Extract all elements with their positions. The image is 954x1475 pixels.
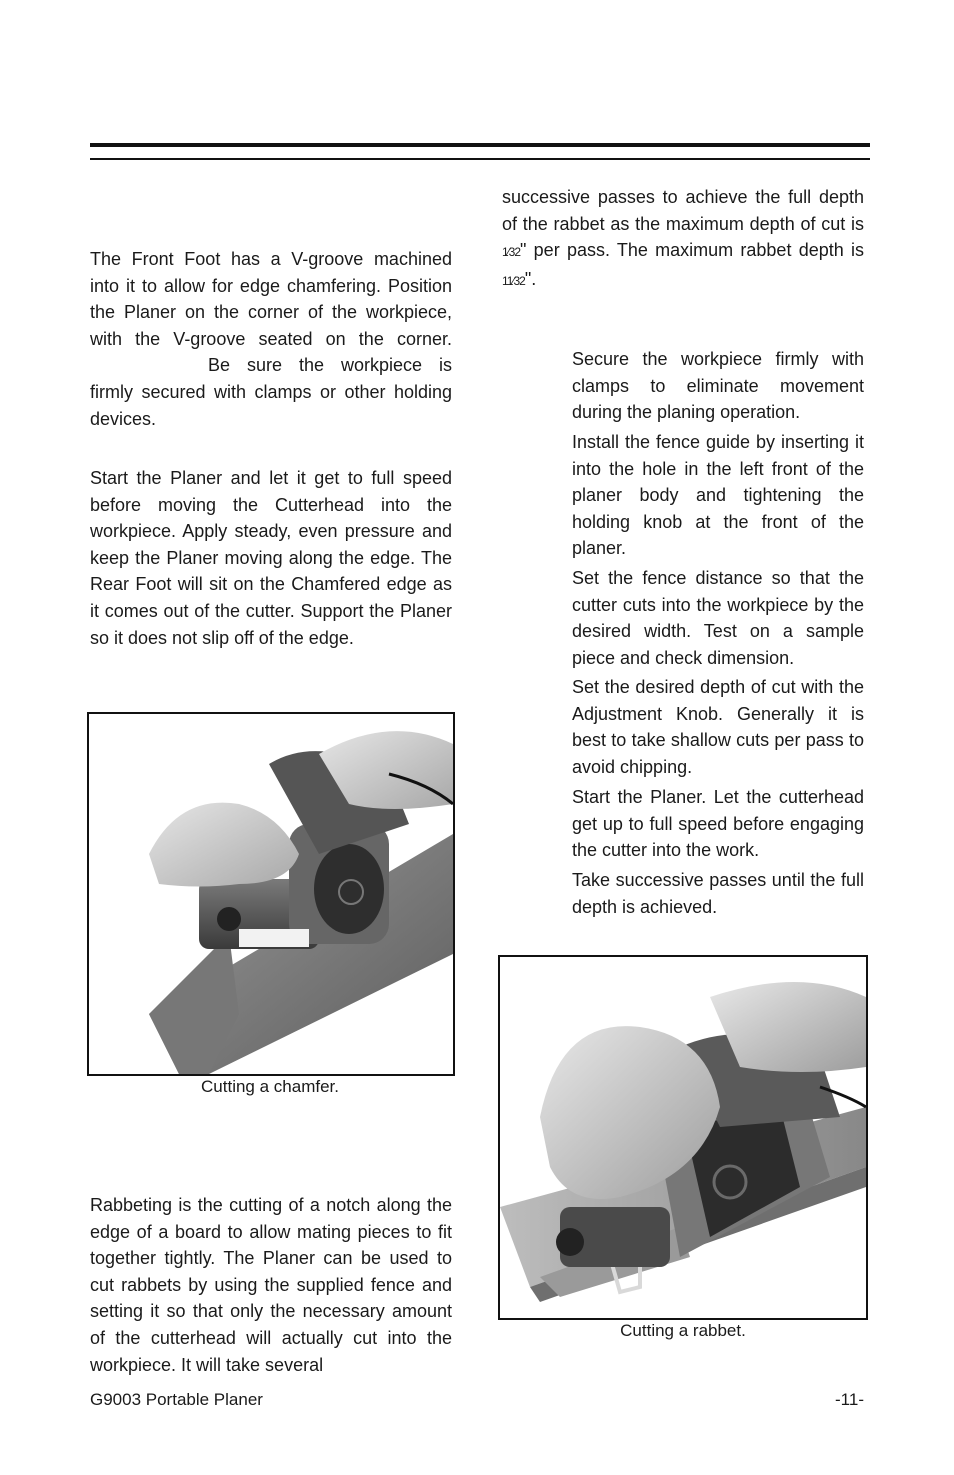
rabbeting-intro: Rabbeting is the cutting of a notch along the edge of a board to allow mating pieces to fit together tightly. The Planer can be used to cut rabbets by using the supplied fence and setting it so that only the necessary amount of the cutterhead will actually cut into the workpiece. It will take several xyxy=(90,1195,452,1375)
rabbet-step-6: Take successive passes until the full depth is achieved. xyxy=(572,870,864,917)
chamfer-photo xyxy=(87,712,455,1076)
chamfer-caption: Cutting a chamfer. xyxy=(201,1077,339,1096)
header-rule-thick xyxy=(90,143,870,147)
chamfer-illustration xyxy=(89,714,453,1074)
rabbet-illustration xyxy=(500,957,866,1318)
rabbet-step-5: Start the Planer. Let the cutterhead get up to full speed before engaging the cutter into the work. xyxy=(572,787,864,861)
header-rule-thin xyxy=(90,158,870,160)
rabbet-step-4: Set the desired depth of cut with the Adjustment Knob. Generally it is best to take shallow cuts per pass to avoid chipping. xyxy=(572,677,864,777)
fraction-eleven-thirty-seconds: 11⁄32 xyxy=(502,273,525,288)
chamfer-technique: Start the Planer and let it get to full speed before moving the Cutterhead into the workpiece. Apply steady, even pressure and keep the Planer moving along the edge. The Rear Foot will sit on the Chamfered edge as it comes out of the cutter. Support the Planer so it does not slip off of the edge. xyxy=(90,468,452,648)
fraction-one-thirty-second: 1⁄32 xyxy=(502,245,521,260)
page-number: -11- xyxy=(835,1390,864,1409)
rabbet-caption: Cutting a rabbet. xyxy=(620,1321,746,1340)
footer-title: G9003 Portable Planer xyxy=(90,1390,263,1409)
rabbet-step-3: Set the fence distance so that the cutter cuts into the workpiece by the desired width. Test on a sample piece and check dimension. xyxy=(572,568,864,668)
rabbet-step-1: Secure the workpiece firmly with clamps to eliminate movement during the planing operation. xyxy=(572,349,864,423)
rabbet-photo xyxy=(498,955,868,1320)
rabbet-continuation: successive passes to achieve the full depth of the rabbet as the maximum depth of cut is 1⁄32" per pass. The maximum rabbet depth is 11⁄32". xyxy=(502,187,864,289)
rabbet-step-2: Install the fence guide by inserting it into the hole in the left front of the planer body and tightening the holding knob at the front of the planer. xyxy=(572,432,864,559)
chamfer-instructions: The Front Foot has a V-groove machined into it to allow for edge chamfering. Position the Planer on the corner of the workpiece, with the V-groove seated on the corner.Be sure the workpiece is firmly secured with clamps or other holding devices. xyxy=(90,249,452,429)
